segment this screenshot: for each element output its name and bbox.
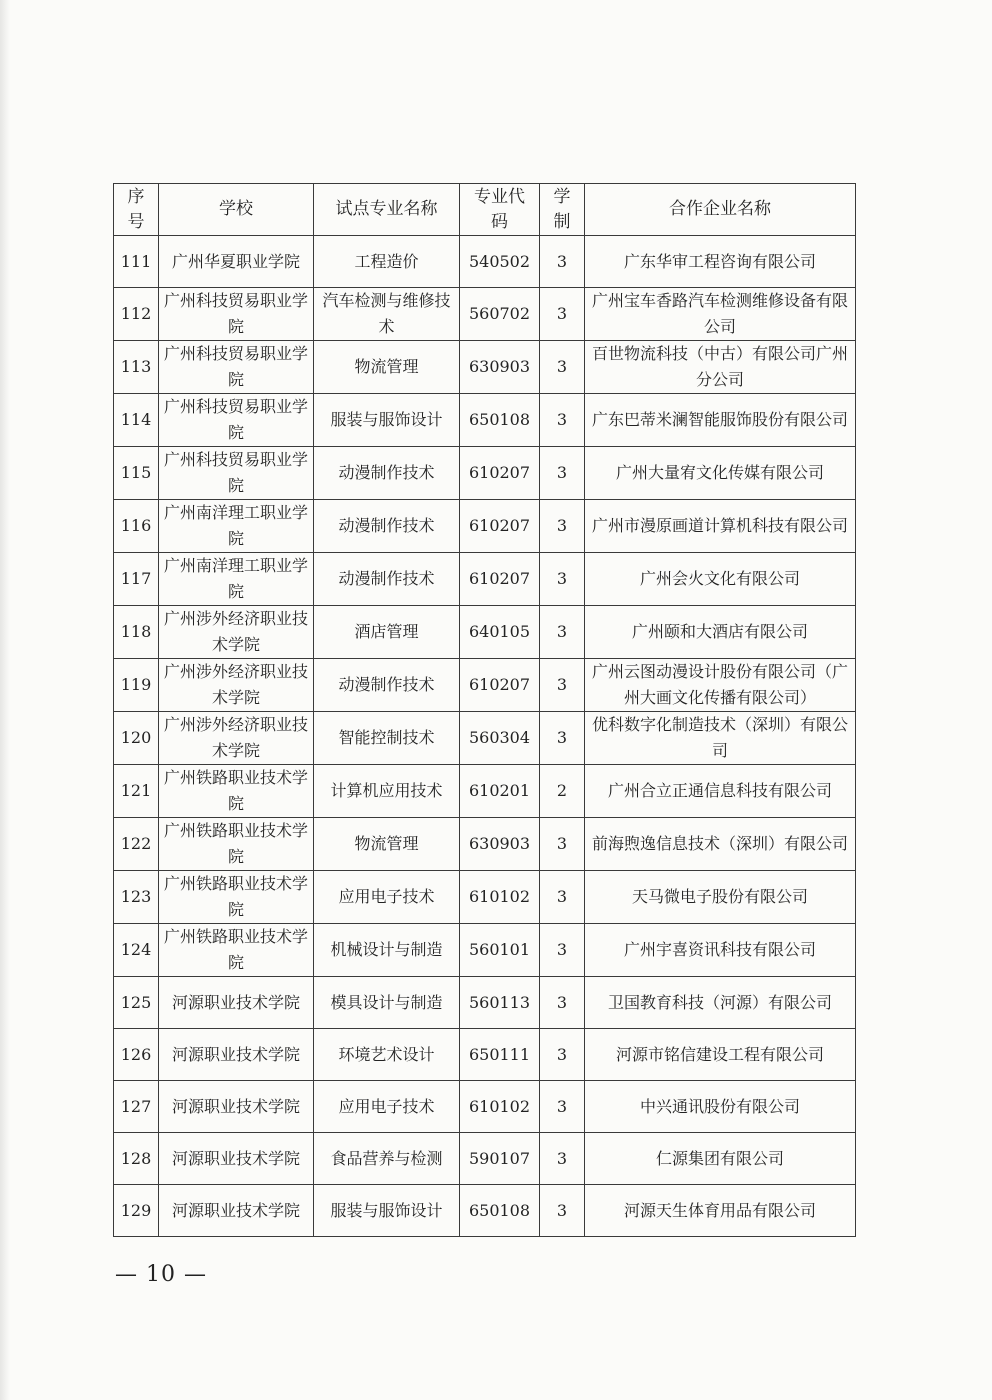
major-code: 650108 <box>460 1185 540 1237</box>
table-row <box>114 765 856 818</box>
school-name: 河源职业技术学院 <box>159 977 314 1029</box>
partner-company: 优科数字化制造技术（深圳）有限公司 <box>585 712 856 765</box>
partner-company: 天马微电子股份有限公司 <box>585 871 856 924</box>
major-name: 酒店管理 <box>314 606 460 659</box>
row-number: 125 <box>114 977 159 1029</box>
major-name: 环境艺术设计 <box>314 1029 460 1081</box>
school-name: 广州科技贸易职业学院 <box>159 288 314 341</box>
major-code: 650108 <box>460 394 540 447</box>
program-years: 3 <box>540 871 585 924</box>
row-number: 129 <box>114 1185 159 1237</box>
partner-company: 前海煦逸信息技术（深圳）有限公司 <box>585 818 856 871</box>
program-years: 3 <box>540 1029 585 1081</box>
major-code: 560304 <box>460 712 540 765</box>
school-name: 广州涉外经济职业技术学院 <box>159 659 314 712</box>
major-name: 工程造价 <box>314 236 460 288</box>
partner-company: 广州合立正通信息科技有限公司 <box>585 765 856 818</box>
school-name: 河源职业技术学院 <box>159 1029 314 1081</box>
row-number: 122 <box>114 818 159 871</box>
school-name: 广州铁路职业技术学院 <box>159 818 314 871</box>
program-years: 3 <box>540 236 585 288</box>
school-name: 河源职业技术学院 <box>159 1185 314 1237</box>
program-years: 2 <box>540 765 585 818</box>
partner-company: 卫国教育科技（河源）有限公司 <box>585 977 856 1029</box>
major-code: 560702 <box>460 288 540 341</box>
table-row <box>114 236 856 288</box>
program-years: 3 <box>540 500 585 553</box>
major-name: 应用电子技术 <box>314 1081 460 1133</box>
partner-company: 广州市漫原画道计算机科技有限公司 <box>585 500 856 553</box>
major-code: 540502 <box>460 236 540 288</box>
table-row <box>114 924 856 977</box>
partner-company: 广州宝车香路汽车检测维修设备有限公司 <box>585 288 856 341</box>
table-row <box>114 977 856 1029</box>
table-row <box>114 659 856 712</box>
major-name: 应用电子技术 <box>314 871 460 924</box>
pilot-majors-table <box>113 183 856 1237</box>
program-years: 3 <box>540 924 585 977</box>
page-number: — 10 — <box>115 1262 207 1287</box>
table-row <box>114 818 856 871</box>
table-row <box>114 553 856 606</box>
partner-company: 广州会火文化有限公司 <box>585 553 856 606</box>
major-name: 物流管理 <box>314 341 460 394</box>
row-number: 120 <box>114 712 159 765</box>
table-row <box>114 500 856 553</box>
program-years: 3 <box>540 1081 585 1133</box>
major-code: 560113 <box>460 977 540 1029</box>
partner-company: 中兴通讯股份有限公司 <box>585 1081 856 1133</box>
row-number: 112 <box>114 288 159 341</box>
row-number: 119 <box>114 659 159 712</box>
school-name: 广州南洋理工职业学院 <box>159 553 314 606</box>
major-code: 610207 <box>460 553 540 606</box>
table-header-row <box>114 184 856 236</box>
table-row <box>114 1081 856 1133</box>
program-years: 3 <box>540 712 585 765</box>
program-years: 3 <box>540 1133 585 1185</box>
major-name: 动漫制作技术 <box>314 659 460 712</box>
page-edge-shadow <box>0 0 10 1400</box>
major-code: 560101 <box>460 924 540 977</box>
major-name: 动漫制作技术 <box>314 553 460 606</box>
table-row <box>114 447 856 500</box>
table-row <box>114 1185 856 1237</box>
major-name: 动漫制作技术 <box>314 500 460 553</box>
row-number: 113 <box>114 341 159 394</box>
school-name: 广州科技贸易职业学院 <box>159 447 314 500</box>
table-row <box>114 606 856 659</box>
row-number: 114 <box>114 394 159 447</box>
program-years: 3 <box>540 659 585 712</box>
partner-company: 河源天生体育用品有限公司 <box>585 1185 856 1237</box>
major-code: 610207 <box>460 447 540 500</box>
header-major: 试点专业名称 <box>314 184 460 236</box>
table-row <box>114 871 856 924</box>
header-no: 序号 <box>114 184 159 236</box>
major-name: 食品营养与检测 <box>314 1133 460 1185</box>
table-row <box>114 394 856 447</box>
table-row <box>114 712 856 765</box>
major-name: 服装与服饰设计 <box>314 1185 460 1237</box>
major-code: 630903 <box>460 341 540 394</box>
major-name: 服装与服饰设计 <box>314 394 460 447</box>
school-name: 广州铁路职业技术学院 <box>159 765 314 818</box>
row-number: 121 <box>114 765 159 818</box>
major-name: 模具设计与制造 <box>314 977 460 1029</box>
school-name: 广州华夏职业学院 <box>159 236 314 288</box>
school-name: 广州铁路职业技术学院 <box>159 924 314 977</box>
program-years: 3 <box>540 341 585 394</box>
major-name: 汽车检测与维修技术 <box>314 288 460 341</box>
program-years: 3 <box>540 447 585 500</box>
school-name: 广州涉外经济职业技术学院 <box>159 606 314 659</box>
program-years: 3 <box>540 553 585 606</box>
header-school: 学校 <box>159 184 314 236</box>
row-number: 118 <box>114 606 159 659</box>
partner-company: 广州颐和大酒店有限公司 <box>585 606 856 659</box>
school-name: 广州科技贸易职业学院 <box>159 394 314 447</box>
row-number: 127 <box>114 1081 159 1133</box>
partner-company: 百世物流科技（中古）有限公司广州分公司 <box>585 341 856 394</box>
school-name: 广州涉外经济职业技术学院 <box>159 712 314 765</box>
row-number: 116 <box>114 500 159 553</box>
program-years: 3 <box>540 1185 585 1237</box>
major-name: 动漫制作技术 <box>314 447 460 500</box>
partner-company: 广东巴蒂米澜智能服饰股份有限公司 <box>585 394 856 447</box>
major-code: 630903 <box>460 818 540 871</box>
program-years: 3 <box>540 288 585 341</box>
partner-company: 仁源集团有限公司 <box>585 1133 856 1185</box>
partner-company: 河源市铭信建设工程有限公司 <box>585 1029 856 1081</box>
row-number: 111 <box>114 236 159 288</box>
major-name: 机械设计与制造 <box>314 924 460 977</box>
row-number: 126 <box>114 1029 159 1081</box>
school-name: 广州科技贸易职业学院 <box>159 341 314 394</box>
major-name: 物流管理 <box>314 818 460 871</box>
program-years: 3 <box>540 977 585 1029</box>
major-code: 610102 <box>460 871 540 924</box>
table-row <box>114 1133 856 1185</box>
partner-company: 广州大量宥文化传媒有限公司 <box>585 447 856 500</box>
school-name: 广州铁路职业技术学院 <box>159 871 314 924</box>
table-row <box>114 341 856 394</box>
row-number: 115 <box>114 447 159 500</box>
partner-company: 广州云图动漫设计股份有限公司（广州大画文化传播有限公司） <box>585 659 856 712</box>
major-name: 计算机应用技术 <box>314 765 460 818</box>
row-number: 124 <box>114 924 159 977</box>
major-code: 610102 <box>460 1081 540 1133</box>
partner-company: 广州宇喜资讯科技有限公司 <box>585 924 856 977</box>
partner-company: 广东华审工程咨询有限公司 <box>585 236 856 288</box>
header-years: 学制 <box>540 184 585 236</box>
row-number: 123 <box>114 871 159 924</box>
row-number: 117 <box>114 553 159 606</box>
major-name: 智能控制技术 <box>314 712 460 765</box>
major-code: 590107 <box>460 1133 540 1185</box>
school-name: 河源职业技术学院 <box>159 1081 314 1133</box>
header-code: 专业代码 <box>460 184 540 236</box>
program-years: 3 <box>540 818 585 871</box>
major-code: 610201 <box>460 765 540 818</box>
table-row <box>114 288 856 341</box>
school-name: 河源职业技术学院 <box>159 1133 314 1185</box>
header-company: 合作企业名称 <box>585 184 856 236</box>
row-number: 128 <box>114 1133 159 1185</box>
school-name: 广州南洋理工职业学院 <box>159 500 314 553</box>
program-years: 3 <box>540 606 585 659</box>
major-code: 640105 <box>460 606 540 659</box>
table-row <box>114 1029 856 1081</box>
program-years: 3 <box>540 394 585 447</box>
major-code: 610207 <box>460 659 540 712</box>
major-code: 610207 <box>460 500 540 553</box>
major-code: 650111 <box>460 1029 540 1081</box>
